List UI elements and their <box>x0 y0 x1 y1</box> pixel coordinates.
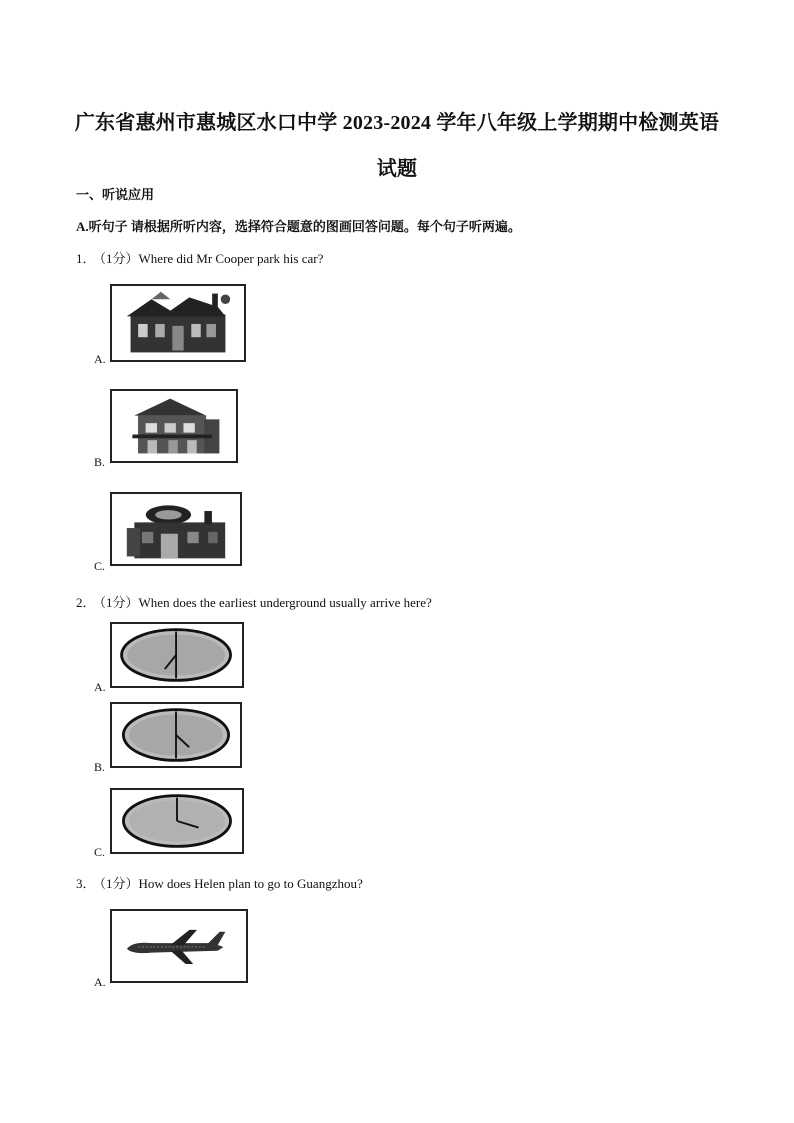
station-icon <box>112 494 240 564</box>
title-line-2: 试题 <box>376 158 418 180</box>
airplane-icon <box>112 911 246 981</box>
section-heading: 一、听说应用 <box>76 187 155 202</box>
question-2-text: When does the earliest underground usually arrive here? <box>138 595 432 610</box>
q1-option-b-image[interactable] <box>110 389 238 463</box>
q1-option-a-image[interactable] <box>110 284 246 362</box>
q2-option-b-image[interactable] <box>110 702 242 768</box>
clock-icon <box>112 704 240 766</box>
q3-option-a-image[interactable] <box>110 909 248 983</box>
question-3-text: How does Helen plan to go to Guangzhou? <box>138 876 363 891</box>
q1-option-b-label: B. <box>94 455 106 469</box>
question-1-text: Where did Mr Cooper park his car? <box>138 251 324 266</box>
q3-option-a-label: A. <box>94 975 106 989</box>
clock-icon <box>112 790 242 852</box>
house-icon <box>112 391 236 461</box>
title-line-1: 广东省惠州市惠城区水口中学 2023-2024 学年八年级上学期期中检测英语 <box>74 112 720 134</box>
q1-option-c-label: C. <box>94 559 106 573</box>
building-icon <box>112 286 244 360</box>
q2-option-c-label: C. <box>94 845 106 859</box>
q2-option-b-label: B. <box>94 760 106 774</box>
instruction-text: A.听句子 请根据所听内容，选择符合题意的图画回答问题。每个句子听两遍。 <box>76 219 521 234</box>
q2-option-a-label: A. <box>94 680 106 694</box>
clock-icon <box>112 624 242 686</box>
q1-option-c-image[interactable] <box>110 492 242 566</box>
q2-option-a-image[interactable] <box>110 622 244 688</box>
q2-option-c-image[interactable] <box>110 788 244 854</box>
question-2: 2． （1分）When does the earliest underground usually arrive here? <box>76 595 432 610</box>
q1-option-a-label: A. <box>94 352 106 366</box>
document-title <box>60 100 734 192</box>
question-3: 3． （1分）How does Helen plan to go to Guangzhou? <box>76 876 363 891</box>
question-1: 1． （1分）Where did Mr Cooper park his car? <box>76 251 324 266</box>
